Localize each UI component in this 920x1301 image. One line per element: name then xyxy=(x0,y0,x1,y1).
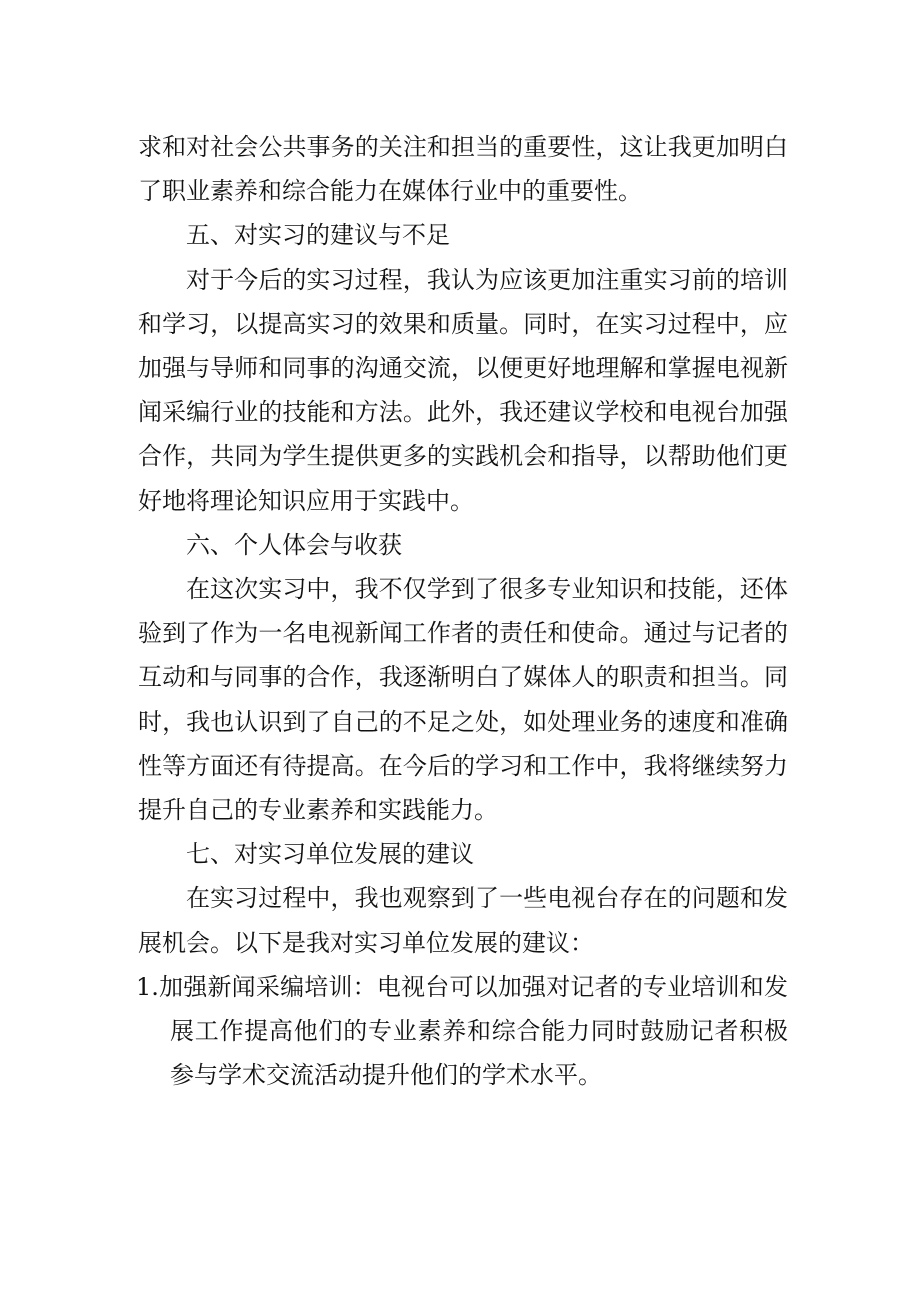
section-6-paragraph: 在这次实习中，我不仅学到了很多专业知识和技能，还体验到了作为一名电视新闻工作者的责任和使命。通过与记者的互动和与同事的合作，我逐渐明白了媒体人的职责和担当。同时，我也认识到了自己的不足之处，如处理业务的速度和准确性等方面还有待提高。在今后的学习和工作中，我将继续努力提升自己的专业素养和实践能力。 xyxy=(138,575,788,825)
section-heading-6: 六、个人体会与收获 xyxy=(186,530,402,559)
section-5-paragraph: 对于今后的实习过程，我认为应该更加注重实习前的培训和学习，以提高实习的效果和质量。同时，在实习过程中，应加强与导师和同事的沟通交流，以便更好地理解和掌握电视新闻采编行业的技能和方法。此外，我还建议学校和电视台加强合作，共同为学生提供更多的实践机会和指导，以帮助他们更好地将理论知识应用于实践中。 xyxy=(138,265,788,515)
section-heading-7: 七、对实习单位发展的建议 xyxy=(186,840,474,869)
section-heading-5: 五、对实习的建议与不足 xyxy=(186,221,450,250)
continuation-paragraph: 求和对社会公共事务的关注和担当的重要性，这让我更加明白了职业素养和综合能力在媒体行业中的重要性。 xyxy=(138,133,788,206)
suggestion-list-item-1: 1.加强新闻采编培训：电视台可以加强对记者的专业培训和发展工作提高他们的专业素养和综合能力同时鼓励记者积极参与学术交流活动提升他们的学术水平。 xyxy=(136,972,788,1090)
section-7-paragraph: 在实习过程中，我也观察到了一些电视台存在的问题和发展机会。以下是我对实习单位发展的建议： xyxy=(138,884,788,957)
document-body xyxy=(138,125,788,1097)
